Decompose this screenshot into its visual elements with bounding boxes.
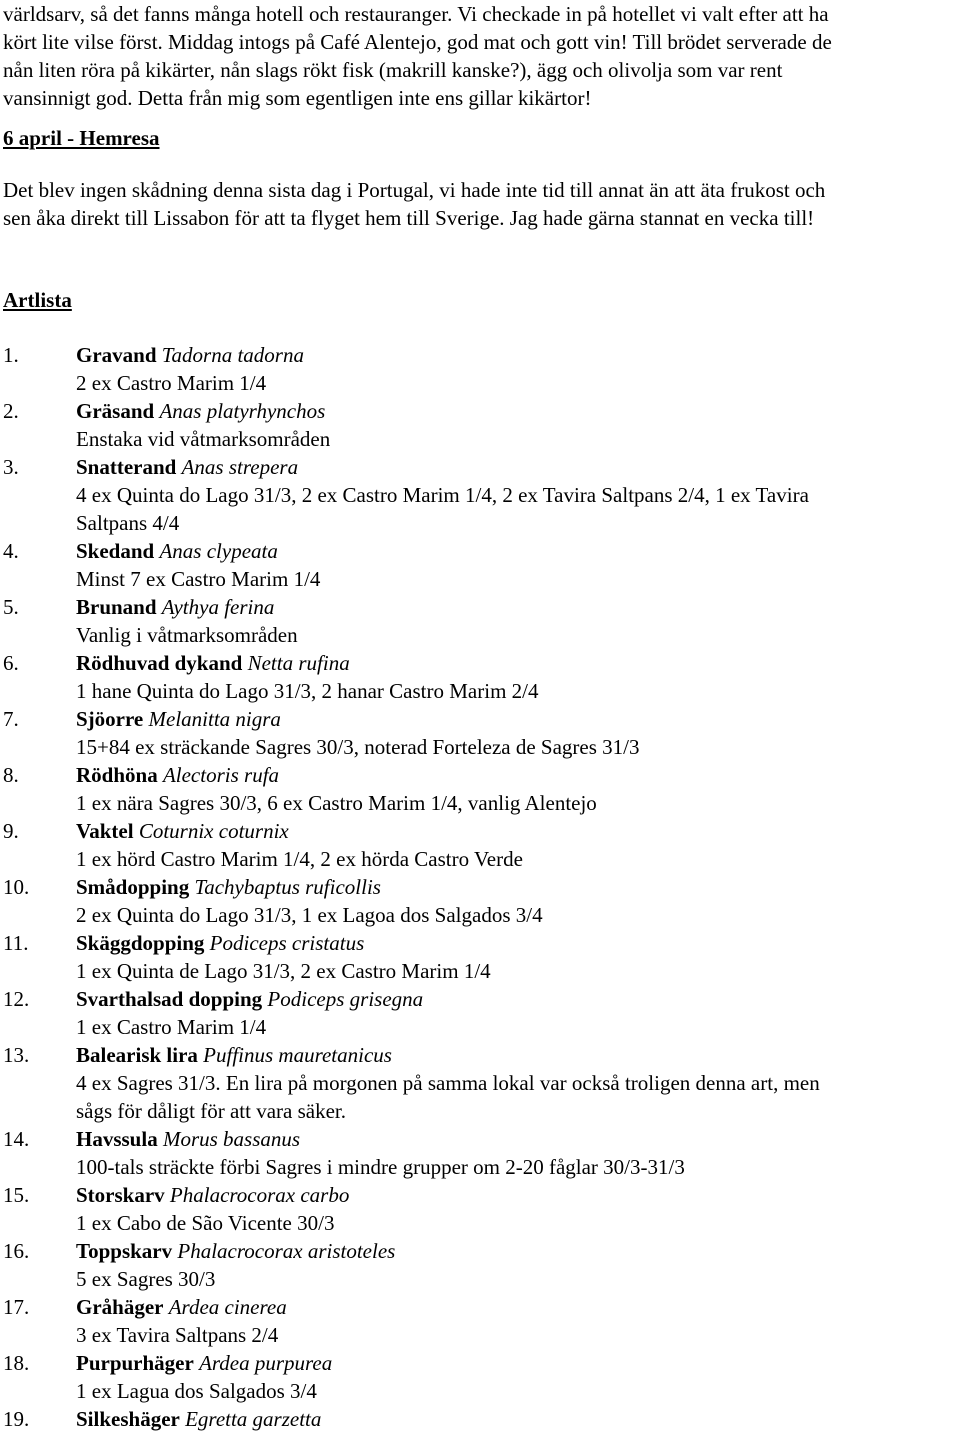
paragraph-line: sen åka direkt till Lissabon för att ta flyget hem till Sverige. Jag hade gärna stannat en vecka till! (3, 206, 815, 230)
species-item (3, 593, 958, 649)
species-common-name: Storskarv (76, 1183, 165, 1207)
species-item (3, 1237, 958, 1293)
paragraph-line: Det blev ingen skådning denna sista dag i Portugal, vi hade inte tid till annat än att äta frukost och (3, 178, 826, 202)
species-common-name: Gravand (76, 343, 157, 367)
species-common-name: Snatterand (76, 455, 177, 479)
species-name-line (76, 1405, 958, 1433)
species-item (3, 1181, 958, 1237)
species-item (3, 649, 958, 705)
species-note: 4 ex Sagres 31/3. En lira på morgonen på samma lokal var också troligen denna art, men (76, 1071, 820, 1095)
species-number: 9. (3, 819, 19, 843)
species-name-line (76, 1237, 958, 1265)
species-body (76, 1405, 958, 1433)
species-body (76, 985, 958, 1041)
species-body (76, 537, 958, 593)
intro-line: vansinnigt god. Detta från mig som egentligen inte ens gillar kikärtor! (3, 86, 592, 110)
species-item (3, 397, 958, 453)
species-scientific-name: Phalacrocorax carbo (169, 1183, 350, 1207)
species-number: 17. (3, 1295, 30, 1319)
species-common-name: Smådopping (76, 875, 190, 899)
species-name-line (76, 537, 958, 565)
species-body (76, 761, 958, 817)
species-item (3, 985, 958, 1041)
species-scientific-name: Anas strepera (181, 455, 299, 479)
species-item (3, 817, 958, 873)
species-name-line (76, 985, 958, 1013)
species-body (76, 1237, 958, 1293)
species-common-name: Rödhuvad dykand (76, 651, 243, 675)
species-note: 3 ex Tavira Saltpans 2/4 (76, 1323, 279, 1347)
species-note: 1 ex Lagua dos Salgados 3/4 (76, 1379, 317, 1403)
species-note: 1 ex Quinta de Lago 31/3, 2 ex Castro Marim 1/4 (76, 959, 491, 983)
species-common-name: Skäggdopping (76, 931, 205, 955)
species-number: 18. (3, 1351, 30, 1375)
species-body (76, 1041, 958, 1125)
species-common-name: Toppskarv (76, 1239, 173, 1263)
species-name-line (76, 453, 958, 481)
species-number: 16. (3, 1239, 30, 1263)
species-item (3, 1349, 958, 1405)
species-number: 5. (3, 595, 19, 619)
species-note: Saltpans 4/4 (76, 511, 180, 535)
species-scientific-name: Ardea purpurea (199, 1351, 333, 1375)
species-number: 12. (3, 987, 30, 1011)
species-common-name: Havssula (76, 1127, 158, 1151)
species-body (76, 453, 958, 537)
species-note: 1 ex Castro Marim 1/4 (76, 1015, 267, 1039)
species-body (76, 817, 958, 873)
species-common-name: Silkeshäger (76, 1407, 180, 1431)
intro-line: nån liten röra på kikärter, nån slags rökt fisk (makrill kanske?), ägg och olivolja som var rent (3, 58, 783, 82)
species-note: Minst 7 ex Castro Marim 1/4 (76, 567, 321, 591)
species-item (3, 453, 958, 537)
document-page (3, 0, 958, 1433)
species-body (76, 1181, 958, 1237)
species-name-line (76, 1125, 958, 1153)
artlista-heading: Artlista (3, 288, 72, 312)
species-scientific-name: Anas platyrhynchos (159, 399, 326, 423)
species-common-name: Skedand (76, 539, 155, 563)
species-body (76, 929, 958, 985)
species-note: Vanlig i våtmarksområden (76, 623, 298, 647)
species-scientific-name: Puffinus mauretanicus (203, 1043, 392, 1067)
species-common-name: Brunand (76, 595, 157, 619)
species-common-name: Purpurhäger (76, 1351, 194, 1375)
species-number: 14. (3, 1127, 30, 1151)
species-scientific-name: Podiceps cristatus (209, 931, 365, 955)
species-note: 2 ex Castro Marim 1/4 (76, 371, 267, 395)
species-note: 5 ex Sagres 30/3 (76, 1267, 216, 1291)
species-name-line (76, 1349, 958, 1377)
species-scientific-name: Tadorna tadorna (161, 343, 304, 367)
species-note: 15+84 ex sträckande Sagres 30/3, noterad Forteleza de Sagres 31/3 (76, 735, 640, 759)
species-note: 1 hane Quinta do Lago 31/3, 2 hanar Castro Marim 2/4 (76, 679, 539, 703)
species-name-line (76, 873, 958, 901)
species-item (3, 705, 958, 761)
species-item (3, 873, 958, 929)
species-number: 11. (3, 931, 29, 955)
species-scientific-name: Tachybaptus ruficollis (194, 875, 381, 899)
species-scientific-name: Podiceps grisegna (267, 987, 424, 1011)
species-number: 2. (3, 399, 19, 423)
species-scientific-name: Morus bassanus (162, 1127, 301, 1151)
species-common-name: Gräsand (76, 399, 155, 423)
species-name-line (76, 761, 958, 789)
species-common-name: Svarthalsad dopping (76, 987, 263, 1011)
species-number: 10. (3, 875, 30, 899)
species-name-line (76, 817, 958, 845)
intro-line: kört lite vilse först. Middag intogs på Café Alentejo, god mat och gott vin! Till brödet serverade de (3, 30, 832, 54)
species-note: 1 ex nära Sagres 30/3, 6 ex Castro Marim 1/4, vanlig Alentejo (76, 791, 597, 815)
species-number: 3. (3, 455, 19, 479)
species-body (76, 397, 958, 453)
species-number: 1. (3, 343, 19, 367)
species-common-name: Rödhöna (76, 763, 158, 787)
species-scientific-name: Melanitta nigra (148, 707, 281, 731)
species-name-line (76, 1041, 958, 1069)
species-name-line (76, 929, 958, 957)
species-number: 19. (3, 1407, 30, 1431)
species-scientific-name: Ardea cinerea (168, 1295, 287, 1319)
species-name-line (76, 1181, 958, 1209)
species-note: 1 ex hörd Castro Marim 1/4, 2 ex hörda Castro Verde (76, 847, 523, 871)
species-note: Enstaka vid våtmarksområden (76, 427, 331, 451)
species-name-line (76, 341, 958, 369)
intro-line: världsarv, så det fanns många hotell och restauranger. Vi checkade in på hotellet vi valt efter att ha (3, 2, 829, 26)
species-common-name: Vaktel (76, 819, 134, 843)
intro-paragraph (3, 0, 958, 112)
species-item (3, 1293, 958, 1349)
species-list (3, 341, 958, 1433)
species-item (3, 929, 958, 985)
species-scientific-name: Alectoris rufa (162, 763, 280, 787)
species-body (76, 1125, 958, 1181)
species-item (3, 1041, 958, 1125)
species-item (3, 341, 958, 397)
day-heading: 6 april - Hemresa (3, 126, 160, 150)
species-note: 2 ex Quinta do Lago 31/3, 1 ex Lagoa dos Salgados 3/4 (76, 903, 543, 927)
species-number: 8. (3, 763, 19, 787)
species-name-line (76, 397, 958, 425)
species-item (3, 1125, 958, 1181)
species-note: 4 ex Quinta do Lago 31/3, 2 ex Castro Marim 1/4, 2 ex Tavira Saltpans 2/4, 1 ex Tavira (76, 483, 809, 507)
species-name-line (76, 593, 958, 621)
species-common-name: Balearisk lira (76, 1043, 198, 1067)
species-body (76, 341, 958, 397)
day-paragraph (3, 176, 958, 232)
species-body (76, 873, 958, 929)
species-number: 13. (3, 1043, 30, 1067)
species-note: 100-tals sträckte förbi Sagres i mindre grupper om 2-20 fåglar 30/3-31/3 (76, 1155, 685, 1179)
species-common-name: Gråhäger (76, 1295, 164, 1319)
species-scientific-name: Aythya ferina (161, 595, 275, 619)
species-number: 7. (3, 707, 19, 731)
species-body (76, 593, 958, 649)
species-scientific-name: Anas clypeata (159, 539, 278, 563)
species-scientific-name: Netta rufina (247, 651, 350, 675)
species-item (3, 761, 958, 817)
species-scientific-name: Egretta garzetta (185, 1407, 322, 1431)
species-item (3, 537, 958, 593)
species-note: 1 ex Cabo de São Vicente 30/3 (76, 1211, 335, 1235)
species-scientific-name: Coturnix coturnix (138, 819, 289, 843)
species-number: 15. (3, 1183, 30, 1207)
species-number: 4. (3, 539, 19, 563)
species-common-name: Sjöorre (76, 707, 144, 731)
species-body (76, 649, 958, 705)
species-number: 6. (3, 651, 19, 675)
species-name-line (76, 705, 958, 733)
species-body (76, 1349, 958, 1405)
species-name-line (76, 649, 958, 677)
species-body (76, 705, 958, 761)
species-note: sågs för dåligt för att vara säker. (76, 1099, 346, 1123)
species-body (76, 1293, 958, 1349)
species-item (3, 1405, 958, 1433)
species-scientific-name: Phalacrocorax aristoteles (177, 1239, 396, 1263)
species-name-line (76, 1293, 958, 1321)
